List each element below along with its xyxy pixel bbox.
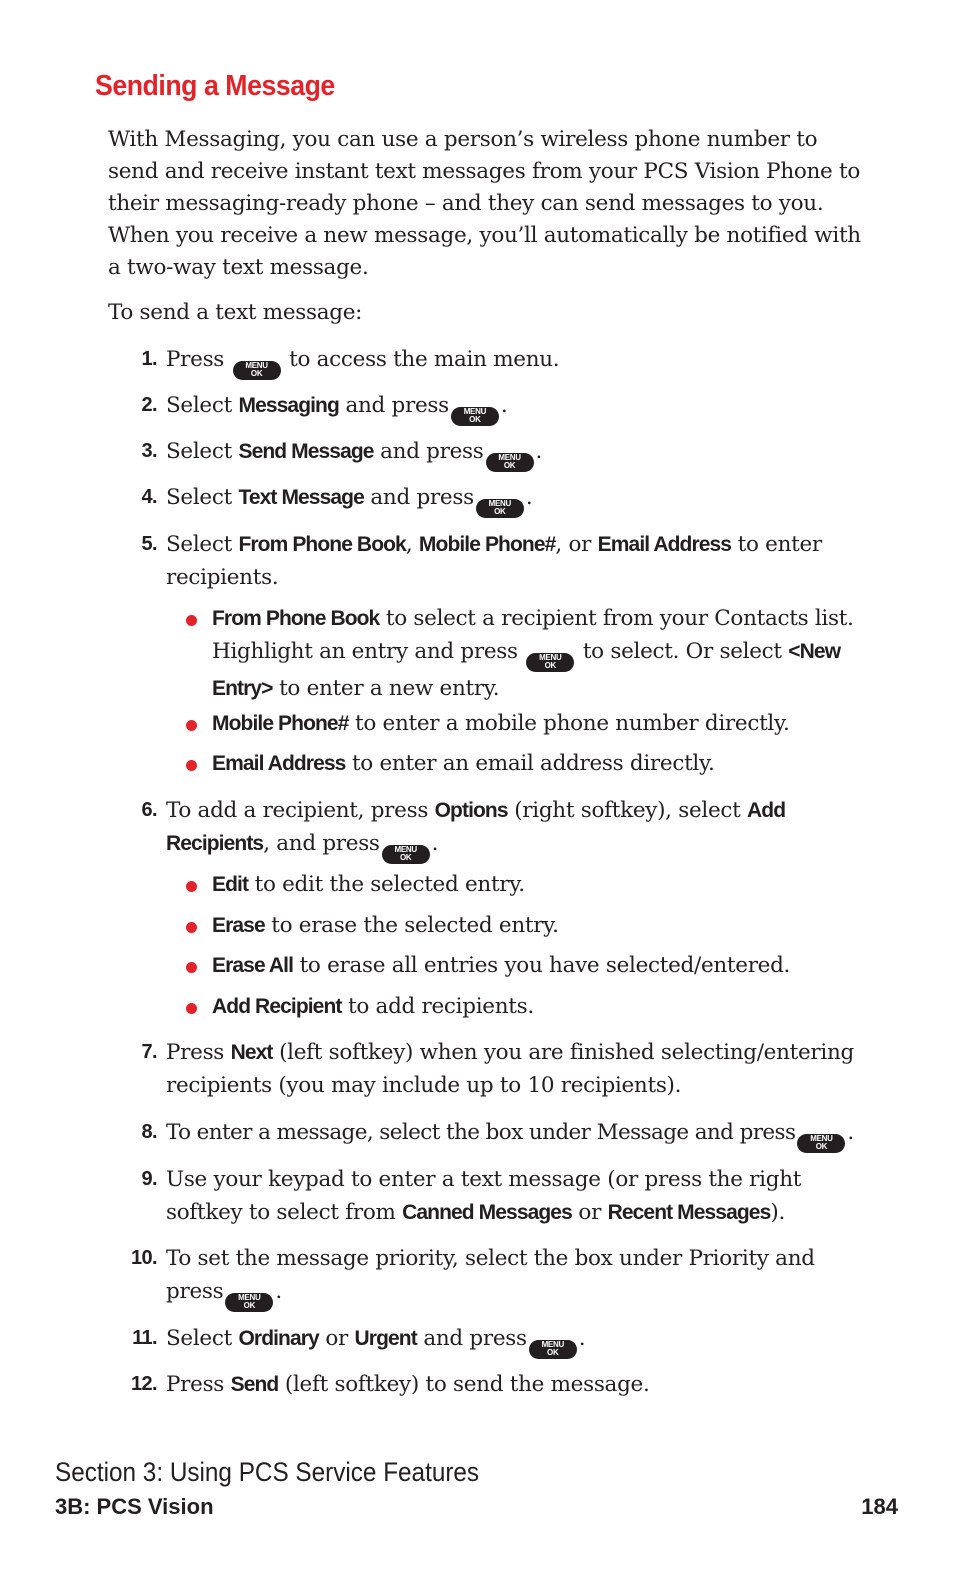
step-5-bullet-1 xyxy=(212,602,872,705)
menu-ok-key-icon: MENU OK xyxy=(797,1134,845,1153)
option-erase-all: Erase All xyxy=(212,954,294,977)
bullet-dot-icon xyxy=(186,720,197,731)
step-text: Select xyxy=(166,1326,232,1351)
bullet-text: to erase all entries you have selected/entered. xyxy=(299,953,791,978)
step-text: Select xyxy=(166,439,232,464)
step-2 xyxy=(141,389,871,426)
option-from-phone-book: From Phone Book xyxy=(212,607,380,630)
bullet-text: to select a recipient from your Contacts list. Highlight an entry and press xyxy=(212,606,854,664)
step-text: or xyxy=(578,1200,602,1225)
option-from-phone-book: From Phone Book xyxy=(238,533,406,556)
step-3 xyxy=(141,435,871,472)
option-urgent: Urgent xyxy=(354,1327,417,1350)
step-6-bullet-3 xyxy=(212,949,872,982)
step-12 xyxy=(130,1368,871,1401)
softkey-options: Options xyxy=(434,799,508,822)
step-9 xyxy=(141,1163,871,1229)
punctuation: . xyxy=(578,1326,586,1351)
step-11 xyxy=(132,1322,871,1359)
option-email-address: Email Address xyxy=(212,752,346,775)
menu-option-text-message: Text Message xyxy=(238,486,364,509)
step-text: or xyxy=(325,1326,348,1351)
step-number: 11. xyxy=(132,1327,157,1349)
step-6-bullet-4 xyxy=(212,990,872,1023)
bullet-text: to enter a mobile phone number directly. xyxy=(355,711,790,736)
step-7 xyxy=(141,1036,871,1102)
punctuation: ). xyxy=(770,1200,785,1225)
bullet-text: to add recipients. xyxy=(348,994,534,1019)
bullet-dot-icon xyxy=(186,615,197,626)
menu-ok-key-icon: MENU OK xyxy=(486,453,534,472)
step-number: 3. xyxy=(141,440,157,462)
step-number: 1. xyxy=(141,348,157,370)
bullet-text: to erase the selected entry. xyxy=(271,913,559,938)
step-number: 8. xyxy=(141,1121,157,1143)
menu-ok-key-icon: MENU OK xyxy=(225,1293,273,1312)
step-text: To add a recipient, press xyxy=(166,798,429,823)
bullet-dot-icon xyxy=(186,922,197,933)
footer-section-title: Section 3: Using PCS Service Features xyxy=(55,1457,480,1487)
step-text: (left softkey) when you are finished selecting/entering recipients (you may include up to 10 recipients). xyxy=(166,1040,854,1098)
step-text: to enter recipients. xyxy=(166,532,822,590)
bullet-dot-icon xyxy=(186,881,197,892)
step-text: and press xyxy=(380,439,484,464)
option-canned-messages: Canned Messages xyxy=(402,1201,572,1224)
step-text: and press xyxy=(345,393,449,418)
option-add-recipients: Add Recipients xyxy=(166,799,786,855)
step-10 xyxy=(130,1242,871,1312)
step-1 xyxy=(141,343,871,380)
step-number: 6. xyxy=(141,799,157,821)
menu-ok-key-icon: MENU OK xyxy=(233,361,281,380)
softkey-next: Next xyxy=(230,1041,273,1064)
step-text: Press xyxy=(166,1372,225,1397)
option-email-address: Email Address xyxy=(597,533,732,556)
punctuation: . xyxy=(525,485,533,510)
bullet-text: to select. Or select xyxy=(582,639,782,664)
bullet-dot-icon xyxy=(186,962,197,973)
bullet-text: to enter a new entry. xyxy=(279,675,500,701)
step-number: 12. xyxy=(130,1373,157,1395)
punctuation: . xyxy=(431,831,439,856)
step-text: Select xyxy=(166,485,232,510)
step-text: Use your keypad to enter a text message (or press the right softkey to select from xyxy=(166,1167,802,1225)
step-text: , or xyxy=(555,532,592,557)
step-number: 10. xyxy=(130,1247,157,1269)
step-number: 4. xyxy=(141,486,157,508)
bullet-text: to enter an email address directly. xyxy=(351,751,715,776)
option-mobile-phone: Mobile Phone# xyxy=(212,712,349,735)
step-text: To set the message priority, select the box under Priority and press xyxy=(166,1246,815,1304)
step-text: Press xyxy=(166,1040,225,1065)
step-6 xyxy=(141,794,871,864)
option-edit: Edit xyxy=(212,873,249,896)
step-4 xyxy=(141,481,871,518)
bullet-dot-icon xyxy=(186,1003,197,1014)
page-number: 184 xyxy=(861,1494,898,1519)
step-number: 5. xyxy=(141,533,157,555)
step-6-bullet-1 xyxy=(212,868,872,901)
step-text: (left softkey) to send the message. xyxy=(284,1372,650,1397)
step-number: 9. xyxy=(141,1168,157,1190)
step-5 xyxy=(141,528,871,594)
punctuation: . xyxy=(500,393,508,418)
menu-ok-key-icon: MENU OK xyxy=(529,1340,577,1359)
menu-ok-key-icon: MENU OK xyxy=(382,845,430,864)
menu-ok-key-icon: MENU OK xyxy=(526,653,574,672)
option-erase: Erase xyxy=(212,914,265,937)
bullet-text: to edit the selected entry. xyxy=(254,872,525,897)
step-number: 7. xyxy=(141,1041,157,1063)
menu-ok-key-icon: MENU OK xyxy=(476,499,524,518)
step-text: (right softkey), select xyxy=(514,798,741,823)
lead-in-text: To send a text message: xyxy=(108,300,363,325)
intro-paragraph: With Messaging, you can use a person’s wireless phone number to send and receive instant text messages from your PCS Vision Phone to their messaging-ready phone – and they can send messages to you. When you receive a new message, you’ll automatically be notified with a two-way text message. xyxy=(108,127,861,280)
step-6-bullet-2 xyxy=(212,909,872,942)
step-5-bullet-2 xyxy=(212,707,872,740)
step-text: To enter a message, select the box under Message and press xyxy=(166,1120,796,1145)
bullet-dot-icon xyxy=(186,760,197,771)
punctuation: . xyxy=(275,1279,282,1304)
step-text: Select xyxy=(166,393,232,418)
punctuation: , xyxy=(405,532,413,557)
option-add-recipient: Add Recipient xyxy=(212,995,342,1018)
step-text: , and press xyxy=(263,831,380,856)
step-8 xyxy=(141,1116,886,1153)
step-text: to access the main menu. xyxy=(289,347,560,372)
step-text: Select xyxy=(166,532,232,557)
option-new-entry: <New Entry> xyxy=(212,640,841,700)
menu-ok-key-icon: MENU OK xyxy=(451,407,499,426)
step-5-bullet-3 xyxy=(212,747,872,780)
option-mobile-phone: Mobile Phone# xyxy=(418,533,556,556)
option-ordinary: Ordinary xyxy=(238,1327,319,1350)
step-text: and press xyxy=(370,485,474,510)
punctuation: . xyxy=(847,1120,854,1145)
softkey-send: Send xyxy=(230,1373,279,1396)
menu-option-send-message: Send Message xyxy=(238,440,374,463)
option-recent-messages: Recent Messages xyxy=(607,1201,771,1224)
step-text: and press xyxy=(423,1326,527,1351)
footer-chapter-label: 3B: PCS Vision xyxy=(55,1494,214,1519)
punctuation: . xyxy=(535,439,543,464)
step-text: Press xyxy=(166,347,225,372)
menu-option-messaging: Messaging xyxy=(238,394,339,417)
section-heading: Sending a Message xyxy=(95,70,335,102)
step-number: 2. xyxy=(141,394,157,416)
